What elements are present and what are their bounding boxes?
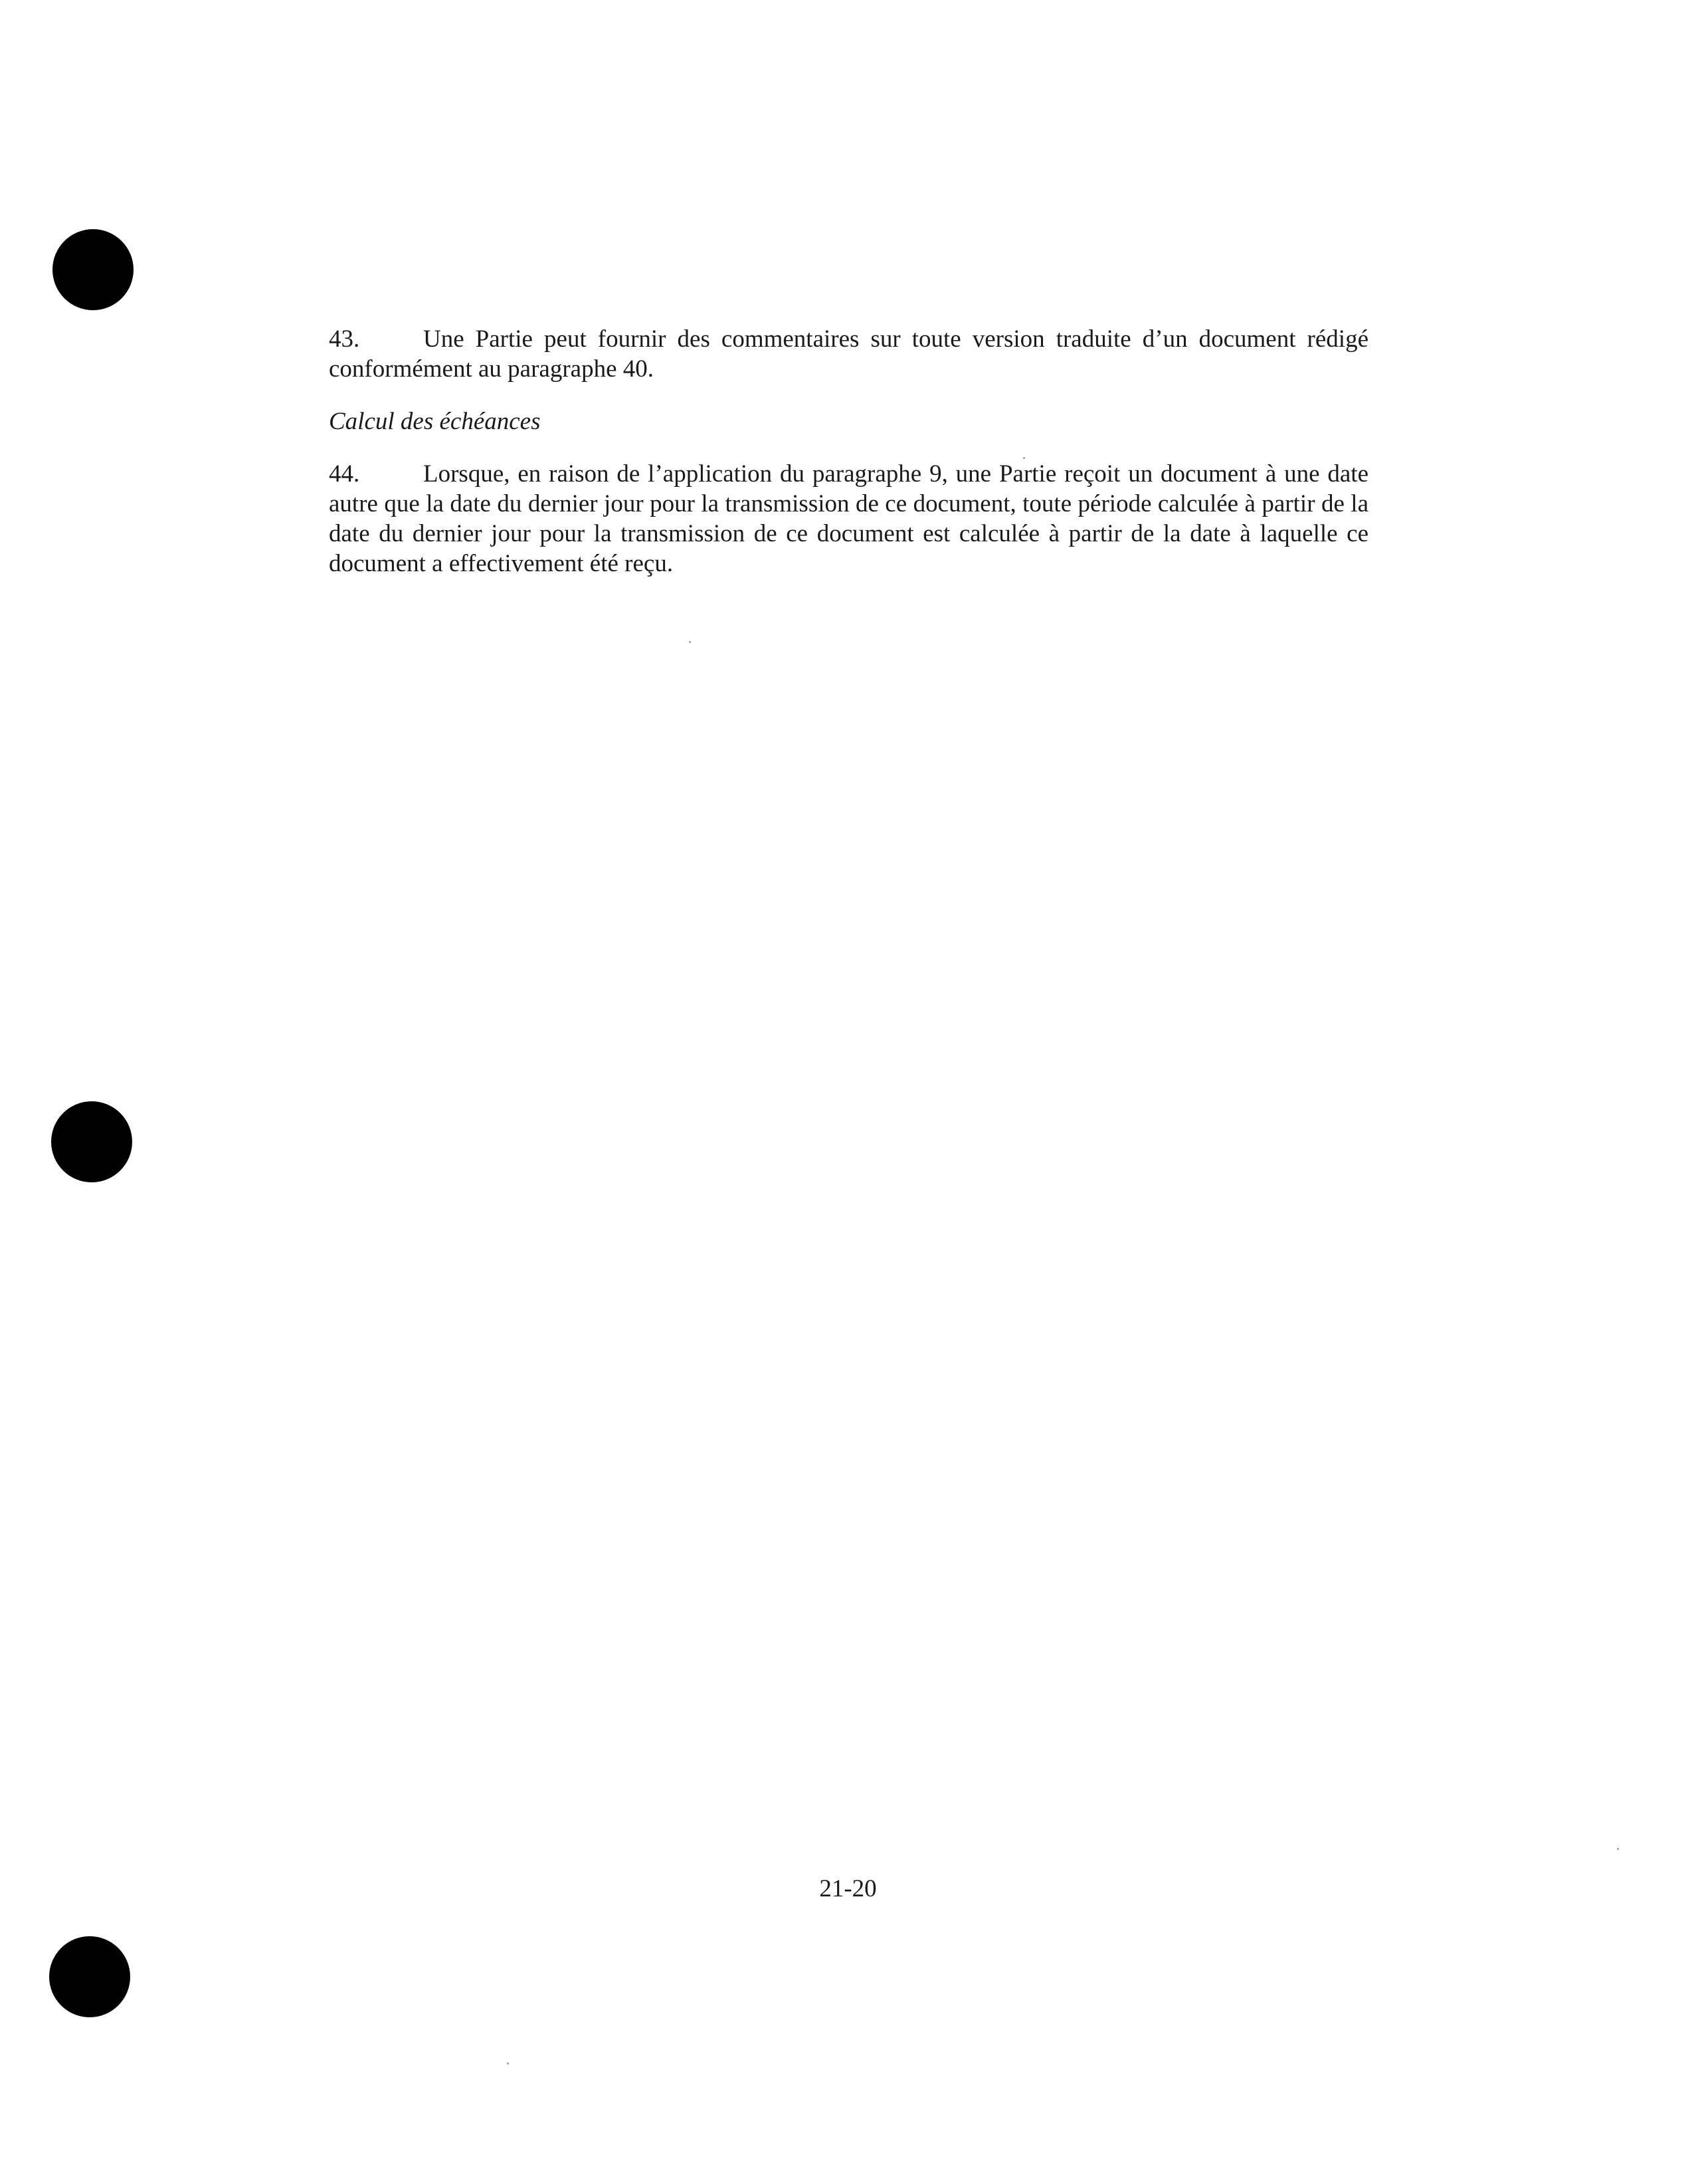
paragraph-43 (329, 324, 1368, 384)
paragraph-text: Lorsque, en raison de l’application du paragraphe 9, une Partie reçoit un document à une date autre que la date du dernier jour pour la transmission de ce document, toute période calculée à partir de la date du dernier jour pour la transmission de ce document est calculée à partir de la date à laquelle ce document a effectivement été reçu. (329, 460, 1368, 577)
paragraph-number: 43. (329, 325, 360, 353)
paragraph-44 (329, 459, 1368, 579)
paragraph-text: Une Partie peut fournir des commentaires sur toute version traduite d’un document rédigé conformément au paragraphe 40. (329, 325, 1368, 383)
page-number: 21-20 (819, 1875, 877, 1902)
paragraph-number: 44. (329, 460, 360, 488)
document-body (329, 324, 1368, 601)
scan-speck (689, 641, 691, 643)
scan-speck (1023, 457, 1025, 459)
scan-speck (507, 2062, 509, 2064)
scan-speck (1617, 1848, 1619, 1850)
punch-hole-bottom (49, 1936, 130, 2017)
punch-hole-middle (51, 1101, 132, 1182)
section-heading: Calcul des échéances (329, 408, 541, 435)
punch-hole-top (52, 229, 134, 310)
